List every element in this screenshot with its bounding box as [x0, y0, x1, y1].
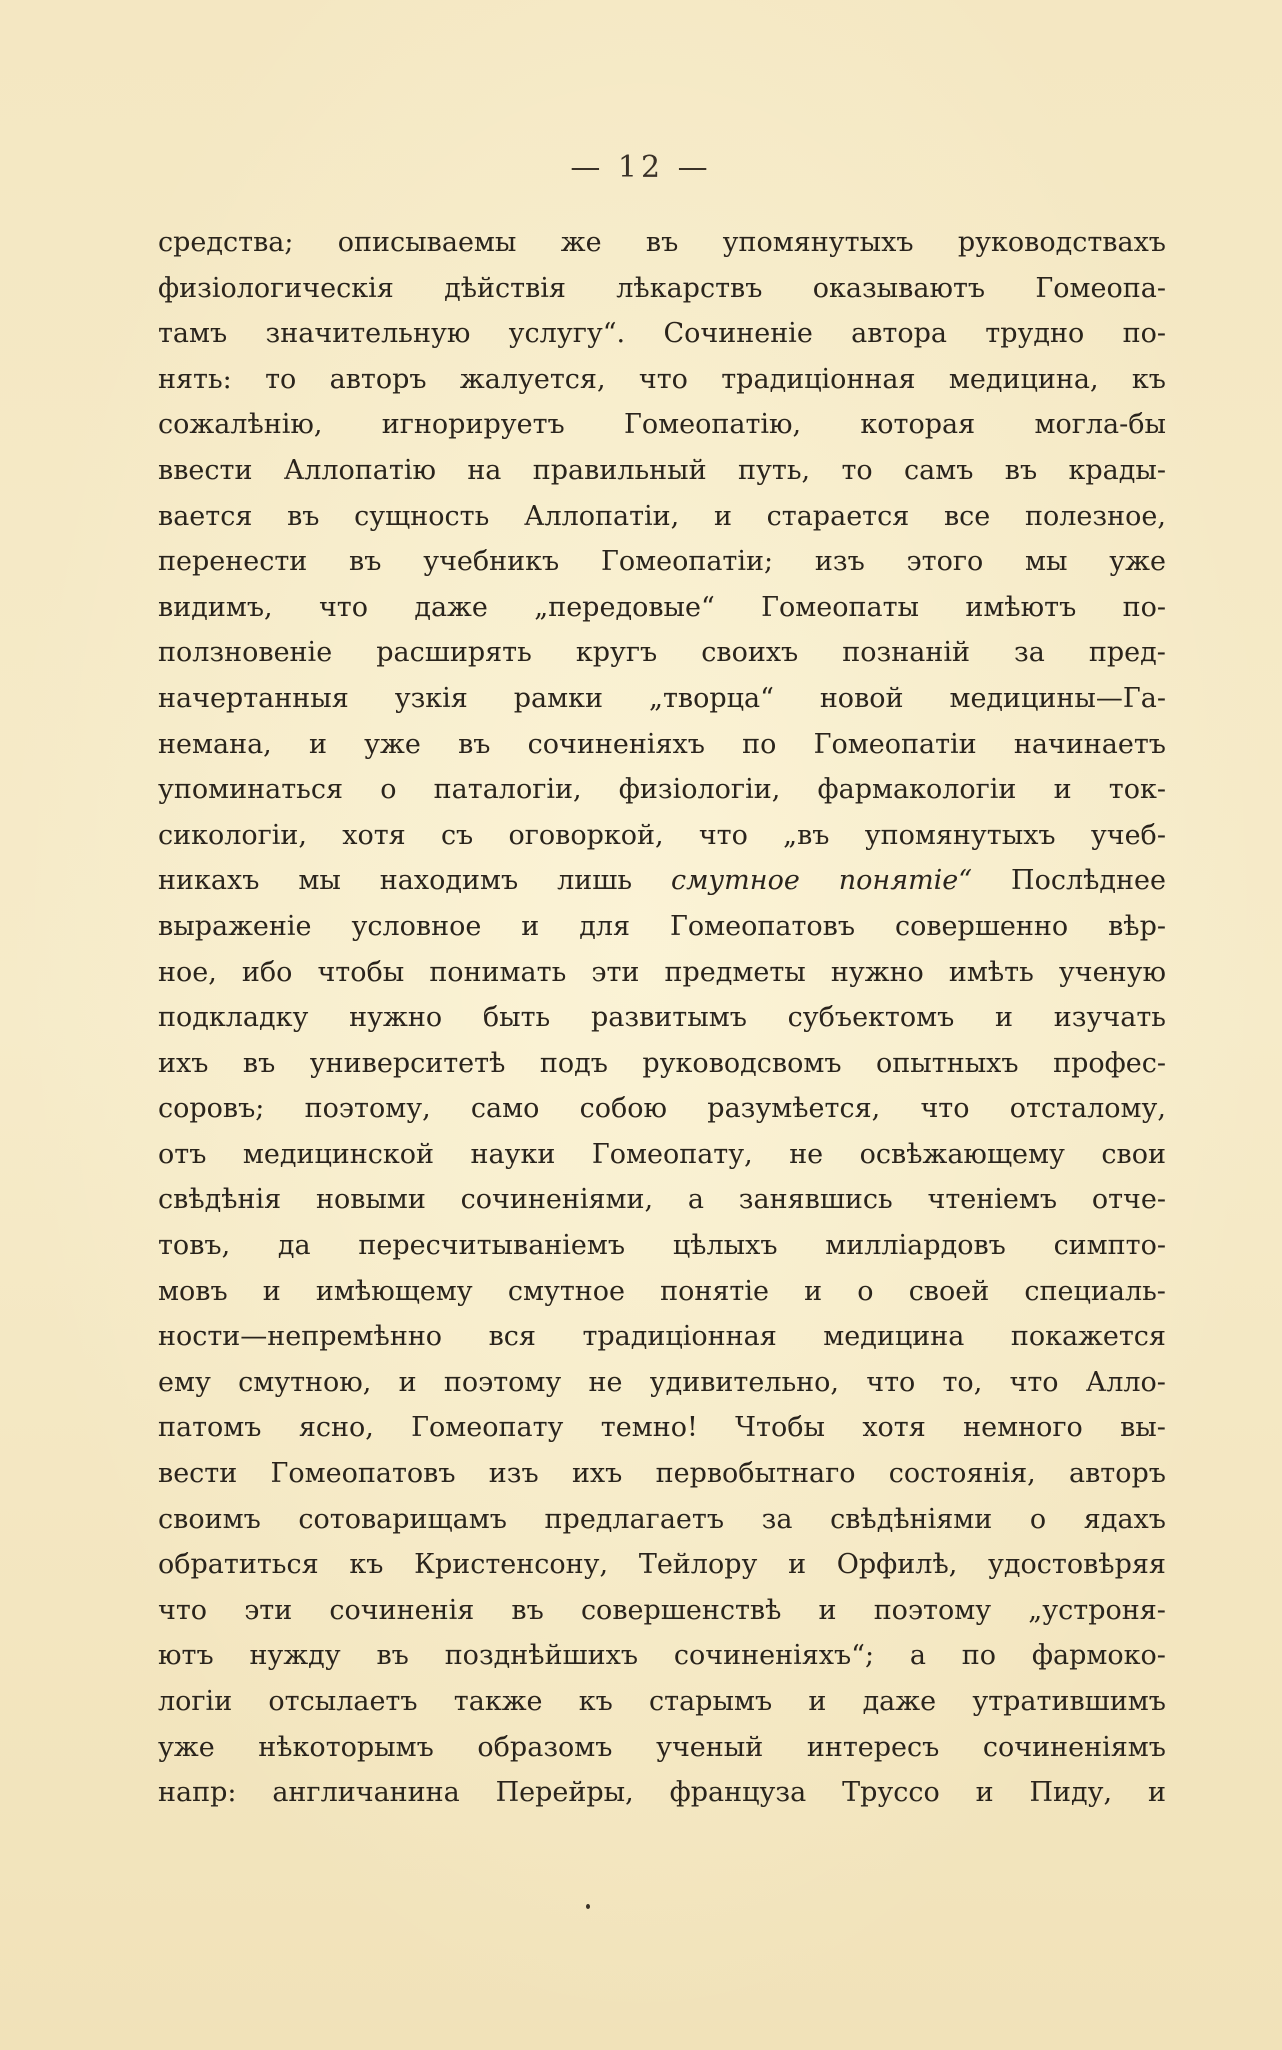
word: и: [788, 1549, 807, 1581]
word: свѣдѣнія: [158, 1184, 282, 1216]
word: нять:: [158, 363, 232, 395]
text-line: [158, 1041, 1166, 1087]
word: съ: [440, 819, 474, 851]
word: руководсвомъ: [642, 1047, 842, 1079]
word: въ: [287, 500, 320, 532]
text-line: [158, 904, 1166, 950]
word: фармоко-: [1031, 1640, 1166, 1672]
word: трудно: [985, 318, 1085, 350]
word: упомянутыхъ: [864, 819, 1056, 851]
word: даже: [862, 1686, 937, 1717]
word: и: [521, 910, 540, 942]
word: и: [808, 1686, 827, 1717]
text-line: [158, 1725, 1166, 1771]
word: хотя: [862, 1412, 926, 1444]
word: поэтому: [873, 1594, 992, 1626]
word: физіологіи,: [618, 774, 781, 806]
word: также: [453, 1686, 543, 1717]
text-line: [158, 585, 1166, 631]
word: мовъ: [158, 1275, 228, 1307]
word: Послѣднее: [1011, 865, 1166, 897]
word: крады-: [1068, 454, 1166, 486]
word: Гомеопату: [411, 1412, 564, 1444]
word: немного: [963, 1412, 1083, 1444]
word: описываемы: [337, 227, 517, 258]
text-line: [158, 1360, 1166, 1406]
word: понимать: [429, 956, 567, 988]
word: англичанина: [272, 1777, 460, 1809]
word: своихъ: [701, 637, 799, 669]
text-line: [158, 950, 1166, 996]
word: въ: [242, 1047, 276, 1079]
text-line: [158, 630, 1166, 676]
word: въ: [349, 546, 382, 578]
text-line: [158, 767, 1166, 813]
word: ядахъ: [1083, 1503, 1166, 1535]
word: нужно: [349, 1002, 443, 1034]
word: и: [262, 1275, 281, 1307]
word: по: [961, 1640, 997, 1672]
word: освѣжающему: [859, 1138, 1065, 1170]
word: игнорируетъ: [381, 409, 565, 441]
word: къ: [578, 1686, 613, 1717]
word: темно!: [600, 1412, 698, 1444]
word: сочиненія: [329, 1594, 475, 1626]
word: находимъ: [379, 865, 519, 897]
word: и: [975, 1777, 994, 1809]
word: сочиненіями,: [460, 1184, 654, 1216]
text-line: [158, 357, 1166, 403]
word: паталогіи,: [433, 774, 582, 806]
word: свои: [1101, 1138, 1166, 1170]
word: вѣр-: [1108, 910, 1166, 942]
word: о: [1029, 1503, 1047, 1535]
word: начертанныя: [158, 682, 349, 714]
word: Гомеопату,: [591, 1138, 753, 1170]
word: отсылаетъ: [268, 1686, 418, 1717]
word: понятіе“: [838, 865, 973, 897]
word: совершенно: [894, 910, 1069, 942]
word: Гомеопатіи;: [600, 546, 774, 578]
word: поэтому: [443, 1366, 562, 1398]
text-line: [158, 1542, 1166, 1588]
word: физіологическія: [158, 272, 394, 304]
text-line: [158, 1314, 1166, 1360]
word: расширять: [376, 637, 532, 669]
word: ввести: [158, 454, 253, 486]
word: сожалѣнію,: [158, 409, 323, 441]
word: традиціонная: [582, 1321, 777, 1353]
word: никахъ: [158, 865, 260, 897]
word: университетѣ: [309, 1047, 506, 1079]
word: и: [1147, 1777, 1166, 1809]
word: тамъ: [158, 318, 228, 350]
word: „устроня-: [1028, 1594, 1166, 1626]
word: милліардовъ: [825, 1230, 1006, 1262]
word: ютъ: [158, 1640, 214, 1672]
word: предметы: [664, 956, 806, 988]
word: въ: [511, 1594, 544, 1626]
word: „творца“: [648, 682, 774, 714]
word: что: [318, 591, 368, 623]
word: подкладку: [158, 1002, 309, 1034]
word: Гомеопатію,: [624, 409, 802, 441]
word: быть: [482, 1002, 551, 1034]
word: пред-: [1088, 637, 1166, 669]
word: а: [909, 1640, 926, 1672]
word: этого: [906, 546, 984, 578]
word: первобытнаго: [655, 1458, 856, 1490]
word: чтобы: [317, 956, 405, 988]
word: смутное: [507, 1275, 626, 1307]
word: Чтобы: [735, 1412, 825, 1444]
word: авторъ: [1068, 1458, 1166, 1490]
text-line: [158, 1132, 1166, 1178]
word: свѣдѣніями: [830, 1503, 993, 1535]
word: что: [920, 1093, 970, 1125]
word: своей: [908, 1275, 990, 1307]
page-number: — 12 —: [570, 150, 712, 185]
word: ученую: [1058, 956, 1166, 988]
text-line: [158, 1269, 1166, 1315]
word: начинаетъ: [1013, 728, 1166, 760]
word: то: [841, 454, 873, 486]
word: предлагаетъ: [544, 1503, 725, 1535]
word: все: [943, 500, 991, 532]
word: о: [380, 774, 397, 806]
text-line: [158, 1497, 1166, 1543]
word: нѣкоторымъ: [258, 1731, 434, 1763]
word: смутною,: [238, 1366, 372, 1398]
text-line: [158, 266, 1166, 312]
word: дѣйствія: [444, 272, 566, 304]
text-line: [158, 448, 1166, 494]
word: опытныхъ: [876, 1047, 1019, 1079]
word: уже: [364, 728, 421, 760]
word: хотя: [342, 819, 406, 851]
word: и: [308, 728, 327, 760]
word: учеб-: [1090, 819, 1166, 851]
word: даже: [414, 591, 488, 623]
word: ихъ: [158, 1047, 209, 1079]
text-line: [158, 1633, 1166, 1679]
word: познаній: [842, 637, 970, 669]
word: имѣть: [948, 956, 1034, 988]
word: Гомеопатовъ: [669, 910, 856, 942]
word: Аллопатію: [283, 454, 436, 486]
word: и: [818, 1594, 837, 1626]
word: лѣкарствъ: [616, 272, 763, 304]
word: что: [866, 1366, 916, 1398]
word: руководствахъ: [957, 227, 1166, 258]
word: перенести: [158, 546, 308, 578]
text-line: [158, 311, 1166, 357]
word: жалуется,: [459, 363, 606, 395]
word: вести: [158, 1458, 238, 1490]
text-line: [158, 402, 1166, 448]
word: удостовѣряя: [988, 1549, 1166, 1581]
word: покажется: [1010, 1321, 1166, 1353]
text-line: [158, 1770, 1166, 1816]
word: напр:: [158, 1777, 237, 1809]
word: образомъ: [477, 1731, 613, 1763]
word: „передовые“: [534, 591, 715, 623]
word: выраженіе: [158, 910, 312, 942]
text-line: [158, 1588, 1166, 1634]
word: Гомеопатіи: [813, 728, 977, 760]
word: и: [995, 1002, 1014, 1034]
word: къ: [1131, 363, 1166, 395]
text-line: [158, 1679, 1166, 1725]
word: учебникъ: [423, 546, 560, 578]
word: Гомеопаты: [761, 591, 920, 623]
text-line: [158, 995, 1166, 1041]
word: уже: [158, 1731, 215, 1763]
word: старается: [766, 500, 910, 532]
word: сочиненіяхъ“;: [673, 1640, 875, 1672]
word: за: [761, 1503, 793, 1535]
word: и: [713, 500, 732, 532]
word: по-: [1122, 318, 1166, 350]
word: оказываютъ: [812, 272, 986, 304]
text-line: [158, 676, 1166, 722]
word: упоминаться: [158, 774, 344, 806]
word: видимъ,: [158, 591, 273, 623]
word: науки: [470, 1138, 556, 1170]
word: состоянія,: [888, 1458, 1036, 1490]
word: автора: [851, 318, 947, 350]
word: медицина: [823, 1321, 965, 1353]
word: не: [789, 1138, 824, 1170]
word: не: [588, 1366, 623, 1398]
word: Пиду,: [1029, 1777, 1113, 1809]
word: ихъ: [571, 1458, 623, 1490]
word: субъектомъ: [787, 1002, 955, 1034]
word: понятіе: [660, 1275, 769, 1307]
word: удивительно,: [649, 1366, 840, 1398]
word: француза: [669, 1777, 807, 1809]
word: упомянутыхъ: [722, 227, 914, 258]
word: и: [1053, 774, 1072, 806]
word: то,: [942, 1366, 983, 1398]
word: разумѣется,: [707, 1093, 881, 1125]
text-line: [158, 722, 1166, 768]
word: отсталому,: [1009, 1093, 1166, 1125]
word: сочиненіямъ: [982, 1731, 1166, 1763]
word: полезное,: [1024, 500, 1166, 532]
word: ползновеніе: [158, 637, 333, 669]
word: средства;: [158, 227, 294, 258]
word: лишь: [557, 865, 633, 897]
text-line: [158, 220, 1166, 266]
word: что: [1009, 1366, 1059, 1398]
word: утратившимъ: [972, 1686, 1166, 1717]
word: уже: [1109, 546, 1166, 578]
text-line: [158, 1451, 1166, 1497]
word: занявшись: [738, 1184, 893, 1216]
word: смутное: [671, 865, 800, 897]
word: чтеніемъ: [927, 1184, 1058, 1216]
word: сущность: [354, 500, 490, 532]
word: да: [277, 1230, 311, 1262]
word: имѣющему: [315, 1275, 473, 1307]
word: вы-: [1120, 1412, 1166, 1444]
word: эти: [591, 956, 640, 988]
word: пересчитываніемъ: [358, 1230, 626, 1262]
word: изучать: [1053, 1002, 1166, 1034]
word: кругъ: [575, 637, 658, 669]
body-text: [158, 220, 1166, 1816]
word: къ: [349, 1549, 384, 1581]
text-line: [158, 494, 1166, 540]
word: авторъ: [329, 363, 427, 395]
word: въ: [645, 227, 679, 258]
word: традиціонная: [721, 363, 916, 395]
word: что: [698, 819, 748, 851]
word: отъ: [158, 1138, 207, 1170]
word: Гомеопатовъ: [270, 1458, 456, 1490]
word: Гомеопа-: [1035, 272, 1166, 304]
word: что: [158, 1594, 208, 1626]
word: „въ: [783, 819, 830, 851]
word: само: [470, 1093, 540, 1125]
word: логіи: [158, 1686, 233, 1717]
word: подъ: [539, 1047, 608, 1079]
word: новой: [819, 682, 904, 714]
word: ток-: [1108, 774, 1166, 806]
word: профес-: [1053, 1047, 1166, 1079]
word: ное,: [158, 956, 217, 988]
word: ности—непремѣнно: [158, 1321, 443, 1353]
word: которая: [860, 409, 976, 441]
word: изъ: [814, 546, 865, 578]
word: специаль-: [1024, 1275, 1166, 1307]
word: ему: [158, 1366, 211, 1398]
word: развитымъ: [590, 1002, 747, 1034]
word: немана,: [158, 728, 272, 760]
word: собою: [579, 1093, 668, 1125]
word: вается: [158, 500, 253, 532]
word: медицины—Га-: [949, 682, 1166, 714]
word: цѣлыхъ: [672, 1230, 778, 1262]
word: и: [398, 1366, 417, 1398]
word: сикологіи,: [158, 819, 308, 851]
word: и: [804, 1275, 823, 1307]
text-line: [158, 1223, 1166, 1269]
word: медицина,: [948, 363, 1099, 395]
word: Аллопатіи,: [524, 500, 680, 532]
word: о: [857, 1275, 874, 1307]
word: интересъ: [806, 1731, 940, 1763]
text-line: [158, 1177, 1166, 1223]
word: для: [579, 910, 631, 942]
word: сотоварищамъ: [298, 1503, 507, 1535]
word: мы: [298, 865, 341, 897]
word: нужду: [249, 1640, 341, 1672]
word: значительную: [265, 318, 471, 350]
word: узкія: [394, 682, 468, 714]
word: своимъ: [158, 1503, 261, 1535]
word: ибо: [241, 956, 293, 988]
word: отче-: [1091, 1184, 1166, 1216]
word: Сочиненіе: [663, 318, 813, 350]
word: обратиться: [158, 1549, 319, 1581]
word: новыми: [315, 1184, 426, 1216]
ink-speck: [586, 1904, 590, 1909]
word: въ: [376, 1640, 409, 1672]
word: вся: [488, 1321, 536, 1353]
word: въ: [1004, 454, 1038, 486]
word: фармакологіи: [817, 774, 1017, 806]
word: на: [467, 454, 502, 486]
word: а: [687, 1184, 704, 1216]
word: въ: [458, 728, 491, 760]
word: симпто-: [1053, 1230, 1166, 1262]
word: ясно,: [298, 1412, 374, 1444]
word: правильный: [532, 454, 707, 486]
word: по: [742, 728, 777, 760]
word: нужно: [830, 956, 924, 988]
word: товъ,: [158, 1230, 231, 1262]
word: то: [265, 363, 297, 395]
word: сочиненіяхъ: [527, 728, 705, 760]
word: Тейлору: [638, 1549, 758, 1581]
word: же: [560, 227, 602, 258]
word: позднѣйшихъ: [444, 1640, 639, 1672]
word: услугу“.: [508, 318, 626, 350]
word: оговоркой,: [508, 819, 664, 851]
word: за: [1014, 637, 1045, 669]
word: ученый: [656, 1731, 764, 1763]
text-line: [158, 858, 1166, 904]
word: Труссо: [842, 1777, 940, 1809]
text-line: [158, 1405, 1166, 1451]
word: по-: [1122, 591, 1166, 623]
word: путь,: [738, 454, 811, 486]
word: Перейры,: [495, 1777, 634, 1809]
word: медицинской: [242, 1138, 435, 1170]
word: условное: [351, 910, 482, 942]
text-line: [158, 539, 1166, 585]
word: рамки: [513, 682, 604, 714]
word: Кристенсону,: [414, 1549, 609, 1581]
word: соровъ;: [158, 1093, 265, 1125]
word: могла-бы: [1034, 409, 1166, 441]
word: Алло-: [1085, 1366, 1166, 1398]
word: старымъ: [649, 1686, 773, 1717]
word: поэтому,: [304, 1093, 431, 1125]
word: патомъ: [158, 1412, 262, 1444]
word: эти: [244, 1594, 293, 1626]
text-line: [158, 1086, 1166, 1132]
word: мы: [1025, 546, 1068, 578]
text-line: [158, 813, 1166, 859]
word: совершенствѣ: [580, 1594, 782, 1626]
word: самъ: [904, 454, 974, 486]
word: изъ: [488, 1458, 539, 1490]
word: что: [638, 363, 688, 395]
word: Орфилѣ,: [836, 1549, 958, 1581]
word: имѣютъ: [965, 591, 1077, 623]
